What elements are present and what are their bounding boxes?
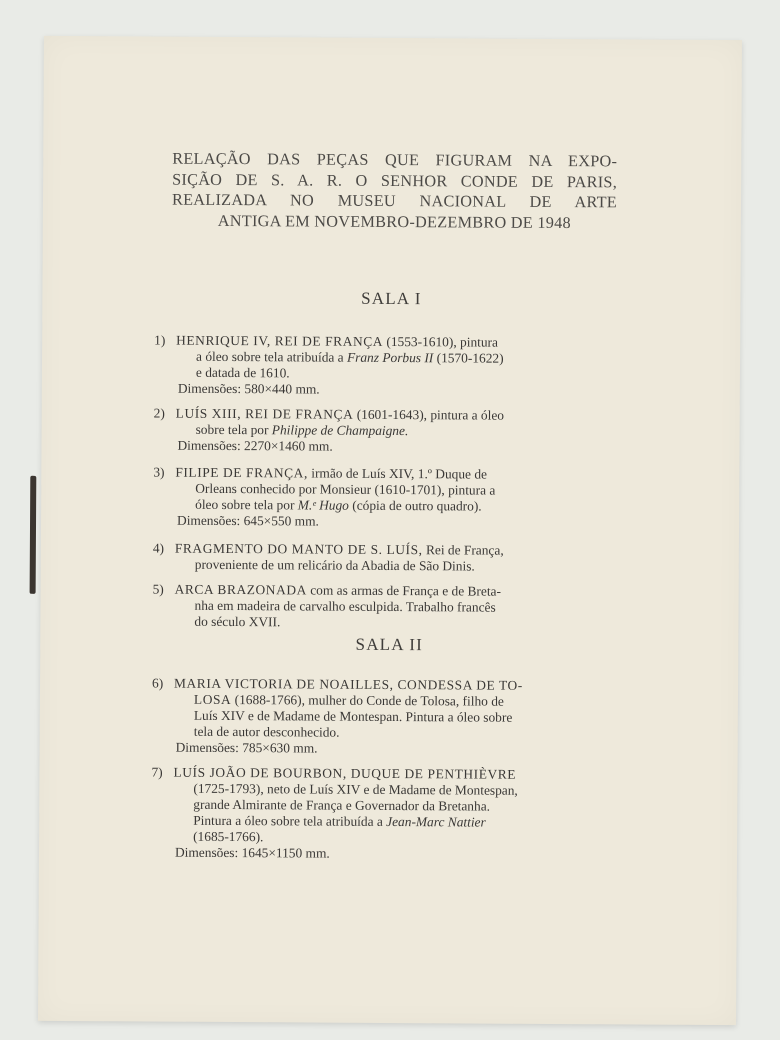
artist-name: Jean-Marc Nattier [386, 813, 486, 830]
entry-text: (1685-1766). [193, 828, 264, 845]
entry-text: Orleans conhecido por Monsieur (1610-1701), pintura a [195, 480, 496, 498]
entry-number: 1) [154, 332, 166, 348]
entry-text: irmão de Luís XIV, 1.º Duque de [307, 465, 488, 482]
entry-dimensions: Dimensões: 2270×1460 mm. [177, 437, 333, 454]
entry-text: (1725-1793), neto de Luís XIV e de Madame de Montespan, [193, 780, 518, 798]
artist-name: Philippe de Champaigne. [271, 422, 409, 439]
catalog-entry-5 [152, 581, 614, 633]
section-heading-sala-2: SALA II [355, 634, 424, 655]
entry-number: 7) [151, 764, 163, 780]
entry-number: 5) [152, 581, 164, 597]
entry-dimensions: Dimensões: 580×440 mm. [177, 380, 320, 397]
entry-heading: MARIA VICTORIA DE NOAILLES, CONDESSA DE TO- [174, 675, 523, 693]
entry-heading: FRAGMENTO DO MANTO DE S. LUÍS, [174, 540, 423, 558]
entry-heading: ARCA BRAZONADA [174, 581, 307, 598]
document-title [172, 149, 617, 234]
catalog-entry-7 [151, 764, 614, 864]
entry-text: sobre tela por [195, 421, 272, 438]
entry-dimensions: Dimensões: 1645×1150 mm. [174, 844, 330, 861]
catalog-entry-3 [153, 464, 615, 532]
title-line: RELAÇÃO DAS PEÇAS QUE FIGURAM NA EXPO- [172, 149, 618, 171]
entry-heading: FILIPE DE FRANÇA, [175, 464, 308, 481]
entry-heading: LOSA [193, 691, 232, 708]
entry-text: (1688-1766), mulher do Conde de Tolosa, filho de [231, 692, 504, 709]
staple [30, 476, 37, 594]
title-line: ANTIGA EM NOVEMBRO-DEZEMBRO DE 1948 [217, 211, 571, 232]
entry-text: proveniente de um relicário da Abadia de São Dinis. [194, 556, 475, 574]
entry-text: óleo sobre tela por [195, 496, 298, 513]
entry-text: do século XVII. [194, 613, 281, 630]
title-line: REALIZADA NO MUSEU NACIONAL DE ARTE [171, 190, 618, 212]
entry-text: Rei de França, [422, 542, 504, 558]
entry-text: (1570-1622) [433, 350, 504, 366]
title-line: SIÇÃO DE S. A. R. O SENHOR CONDE DE PARIS, [172, 170, 618, 191]
entry-text: nha em madeira de carvalho esculpida. Trabalho francês [194, 597, 496, 615]
artist-name: Franz Porbus II [346, 349, 434, 366]
entry-text: (1601-1643), pintura a óleo [353, 406, 505, 423]
catalog-entry-4 [152, 540, 615, 576]
entry-text: (cópia de outro quadro). [348, 497, 482, 514]
entry-heading: LUÍS XIII, REI DE FRANÇA [175, 405, 354, 422]
entry-text: Luís XIV e de Madame de Montespan. Pintura a óleo sobre [193, 707, 513, 725]
entry-text: com as armas de França e de Breta- [306, 582, 502, 599]
artist-name: M.ᵉ Hugo [297, 497, 349, 513]
entry-text: a óleo sobre tela atribuída a [196, 348, 348, 365]
entry-text: Pintura a óleo sobre tela atribuída a [193, 812, 387, 829]
entry-dimensions: Dimensões: 785×630 mm. [175, 739, 318, 756]
section-heading-sala-1: SALA I [361, 288, 422, 309]
entry-text: e datada de 1610. [195, 364, 290, 381]
entry-heading: LUÍS JOÃO DE BOURBON, DUQUE DE PENTHIÈVRE [173, 764, 517, 782]
entry-heading: HENRIQUE IV, REI DE FRANÇA [176, 332, 384, 349]
entry-text: grande Almirante de França e Governador da Bretanha. [193, 796, 491, 814]
entry-number: 3) [153, 464, 165, 480]
entry-number: 4) [152, 540, 165, 556]
catalog-entry-6 [152, 675, 614, 759]
entry-dimensions: Dimensões: 645×550 mm. [177, 512, 319, 529]
entry-number: 2) [153, 405, 165, 421]
entry-text: (1553-1610), pintura [383, 333, 499, 350]
catalog-entry-1 [154, 332, 616, 400]
entry-number: 6) [152, 675, 164, 691]
document-page [38, 36, 742, 1025]
catalog-entry-2 [153, 405, 615, 457]
entry-text: tela de autor desconhecido. [193, 723, 340, 740]
